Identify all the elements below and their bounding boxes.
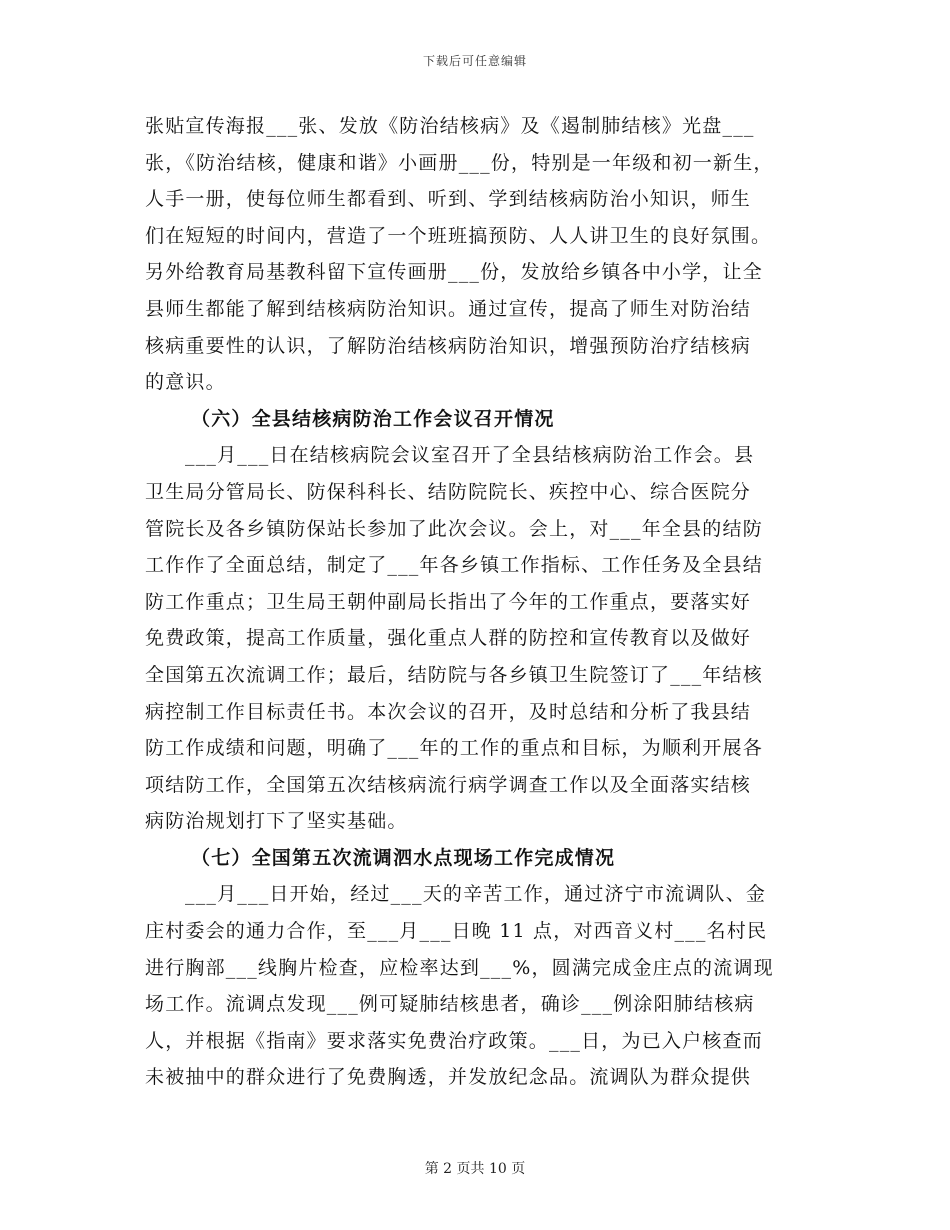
page-header: 下载后可任意编辑 xyxy=(422,54,527,68)
paragraph-line: 防工作重点；卫生局王朝仲副局长指出了今年的工作重点，要落实好 xyxy=(145,590,752,613)
paragraph-line: 卫生局分管局长、防保科科长、结防院院长、疾控中心、综合医院分 xyxy=(145,480,752,503)
paragraph-line: 县师生都能了解到结核病防治知识。通过宣传，提高了师生对防治结 xyxy=(145,297,752,320)
paragraph-line: ___月___日在结核病院会议室召开了全县结核病防治工作会。县 xyxy=(185,444,755,467)
page-footer: 第 2 页共 10 页 xyxy=(424,1161,526,1177)
paragraph-line: 病控制工作目标责任书。本次会议的召开，及时总结和分析了我县结 xyxy=(145,700,752,723)
paragraph-line: 张，《防治结核，健康和谐》小画册___份，特别是一年级和初一新生， xyxy=(145,151,774,174)
paragraph-line: 免费政策，提高工作质量，强化重点人群的防控和宣传教育以及做好 xyxy=(145,627,752,650)
paragraph-line: 项结防工作，全国第五次结核病流行病学调查工作以及全面落实结核 xyxy=(145,773,752,796)
paragraph-line: 人手一册，使每位师生都看到、听到、学到结核病防治小知识，师生 xyxy=(145,188,752,211)
section-heading-6: （六）全县结核病防治工作会议召开情况 xyxy=(191,407,555,430)
paragraph-line: 病防治规划打下了坚实基础。 xyxy=(145,810,408,833)
document-body xyxy=(145,108,813,1096)
paragraph-line: 庄村委会的通力合作，至___月___日晚 11 点，对西音义村___名村民 xyxy=(145,920,768,943)
paragraph-line: 核病重要性的认识，了解防治结核病防治知识，增强预防治疗结核病 xyxy=(145,334,752,357)
paragraph-line: 场工作。流调点发现___例可疑肺结核患者，确诊___例涂阳肺结核病 xyxy=(145,993,755,1016)
section-heading-7: （七）全国第五次流调泗水点现场工作完成情况 xyxy=(191,846,616,869)
paragraph-line: ___月___日开始，经过___天的辛苦工作，通过济宁市流调队、金 xyxy=(185,883,767,906)
paragraph-line: 未被抽中的群众进行了免费胸透，并发放纪念品。流调队为群众提供 xyxy=(145,1066,752,1089)
paragraph-line: 的意识。 xyxy=(145,371,226,394)
paragraph-line: 人，并根据《指南》要求落实免费治疗政策。___日，为已入户核查而 xyxy=(145,1029,763,1052)
paragraph-line: 另外给教育局基教科留下宣传画册___份，发放给乡镇各中小学，让全 xyxy=(145,261,763,284)
paragraph-line: 进行胸部___线胸片检查，应检率达到___%，圆满完成金庄点的流调现 xyxy=(145,956,774,979)
paragraph-line: 全国第五次流调工作；最后，结防院与各乡镇卫生院签订了___年结核 xyxy=(145,663,763,686)
paragraph-line: 工作作了全面总结，制定了___年各乡镇工作指标、工作任务及全县结 xyxy=(145,554,763,577)
paragraph-line: 管院长及各乡镇防保站长参加了此次会议。会上，对___年全县的结防 xyxy=(145,517,763,540)
paragraph-line: 防工作成绩和问题，明确了___年的工作的重点和目标，为顺利开展各 xyxy=(145,737,763,760)
paragraph-line: 张贴宣传海报___张、发放《防治结核病》及《遏制肺结核》光盘___ xyxy=(145,115,755,137)
paragraph-line: 们在短短的时间内，营造了一个班班搞预防、人人讲卫生的良好氛围。 xyxy=(145,224,772,247)
